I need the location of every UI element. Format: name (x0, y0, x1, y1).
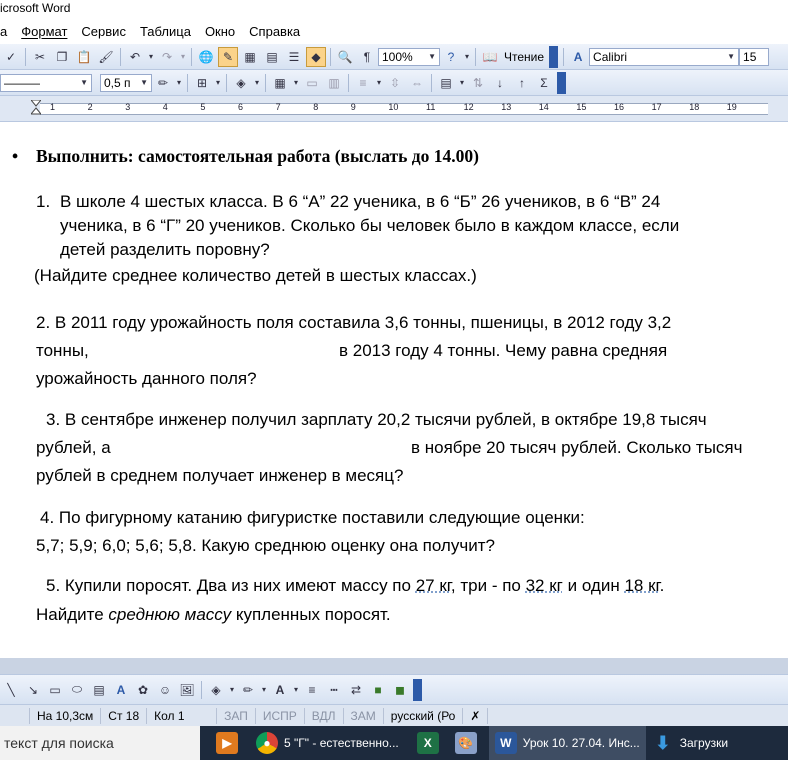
merge-cells-icon[interactable]: ▭ (306, 75, 318, 90)
border-color-dropdown-icon[interactable]: ▾ (176, 78, 181, 87)
status-ovr[interactable]: ЗАМ (344, 708, 384, 724)
drawing-icon[interactable]: ◆ (306, 47, 326, 67)
chevron-down-icon: ▼ (140, 77, 148, 87)
task3-line2-end: в ноябре 20 тысяч рублей. Сколько тысяч (411, 438, 743, 457)
font-name-value: Calibri (593, 49, 628, 64)
reading-icon[interactable]: 📖 (482, 49, 498, 64)
task5-line2 (36, 605, 391, 625)
task3-line2-start: рублей, а (36, 438, 111, 457)
insert-excel-icon[interactable]: ▤ (266, 49, 278, 64)
split-cells-icon[interactable]: ▥ (328, 75, 340, 90)
status-trk[interactable]: ИСПР (256, 708, 305, 724)
task2-line2-start: тонны, (36, 341, 89, 360)
taskbar-downloads[interactable] (646, 726, 734, 760)
3d-icon[interactable]: ◼ (395, 682, 405, 697)
toolbar-separator (120, 48, 121, 66)
line-style-icon[interactable]: ≡ (308, 682, 316, 697)
borders-dropdown-icon[interactable]: ▾ (215, 78, 220, 87)
paste-icon[interactable]: 📋 (76, 49, 92, 64)
line-weight-value: 0,5 п (104, 75, 131, 90)
picture-icon[interactable]: 🖼 (179, 682, 195, 697)
ruler-number: 3 (125, 102, 131, 112)
excel-icon: X (417, 732, 439, 754)
show-formatting-icon[interactable]: ¶ (363, 49, 371, 64)
indent-marker-icon[interactable] (31, 100, 41, 116)
task5-text-c: и один (562, 576, 625, 595)
styles-icon[interactable]: A (573, 49, 583, 64)
redo-dropdown-icon[interactable]: ▾ (180, 52, 185, 61)
ruler-number: 12 (463, 102, 474, 112)
menu-item-format[interactable]: Формат (21, 23, 68, 39)
undo-dropdown-icon[interactable]: ▾ (148, 52, 153, 61)
drawing-toolbar (0, 674, 788, 704)
ruler-number: 9 (350, 102, 356, 112)
toolbar-options-icon[interactable] (549, 46, 558, 68)
toolbar-separator (348, 74, 349, 92)
shading-icon[interactable]: ◈ (236, 75, 246, 90)
task4-line2: 5,7; 5,9; 6,0; 5,6; 5,8. Какую среднюю оценку она получит? (36, 536, 495, 555)
document-page[interactable] (0, 122, 788, 658)
cut-icon[interactable]: ✂ (34, 49, 46, 64)
ruler-number: 15 (576, 102, 587, 112)
ruler-number: 4 (162, 102, 168, 112)
line-style-value: ——— (4, 75, 40, 90)
toolbar-separator (25, 48, 26, 66)
undo-icon[interactable]: ↶ (129, 49, 141, 64)
task3-line3: рублей в среднем получает инженер в месяц? (36, 466, 404, 485)
word-icon: W (495, 732, 517, 754)
chevron-down-icon: ▼ (80, 77, 88, 87)
toolbar-options-icon[interactable] (413, 679, 422, 701)
menu-item-tools[interactable]: Сервис (81, 23, 126, 39)
task4-line1: 4. По фигурному катанию фигуристке поставили следующие оценки: (40, 508, 585, 527)
ruler-number: 16 (614, 102, 625, 112)
download-icon: ⬇ (655, 732, 671, 753)
toolbar-separator (191, 48, 192, 66)
task1-hint: (Найдите среднее количество детей в шестых классах.) (34, 266, 477, 285)
status-language[interactable]: русский (Ро (384, 708, 464, 724)
rectangle-tool-icon[interactable]: ▭ (49, 682, 61, 697)
align-dropdown-icon[interactable]: ▾ (376, 78, 381, 87)
ruler-number: 7 (275, 102, 281, 112)
status-col: Кол 1 (147, 708, 217, 724)
task2-line3: урожайность данного поля? (36, 369, 257, 388)
ruler-number: 10 (388, 102, 399, 112)
standard-toolbar (0, 44, 788, 70)
status-line: Ст 18 (101, 708, 147, 724)
help-dropdown-icon[interactable]: ▾ (464, 52, 469, 61)
font-name-select[interactable] (589, 48, 739, 66)
menu-item-edit[interactable]: а (0, 23, 8, 39)
ruler-number: 13 (501, 102, 512, 112)
title-bar (0, 0, 788, 18)
taskbar-media-player[interactable] (200, 726, 250, 760)
ruler-number: 2 (87, 102, 93, 112)
media-player-icon: ▶ (216, 732, 238, 754)
task1-line3: детей разделить поровну? (60, 240, 270, 259)
task1-line2: ученика, в 6 “Г” 20 учеников. Сколько бы человек было в каждом классе, если (60, 216, 680, 235)
toolbar-separator (187, 74, 188, 92)
ruler-number: 19 (726, 102, 737, 112)
distribute-rows-icon[interactable]: ⇳ (389, 75, 401, 90)
line-color-dropdown-icon[interactable]: ▾ (261, 685, 266, 694)
shadow-icon[interactable]: ■ (374, 682, 382, 697)
menu-bar (0, 18, 788, 44)
task5-line2-emphasis: среднюю массу (108, 605, 232, 624)
paint-icon: 🎨 (455, 732, 477, 754)
task1-number: 1. (36, 192, 51, 211)
align-icon[interactable]: ≡ (359, 75, 367, 90)
chevron-down-icon: ▼ (428, 51, 436, 61)
task5-line1 (46, 576, 664, 596)
document-map-icon[interactable]: 🔍 (337, 49, 353, 64)
status-bar (0, 704, 788, 726)
heading-bullet: • (12, 146, 19, 166)
hyperlink-icon[interactable]: 🌐 (198, 49, 214, 64)
menu-item-help[interactable]: Справка (249, 23, 301, 39)
toolbar-separator (330, 48, 331, 66)
borders-icon[interactable]: ⊞ (196, 75, 208, 90)
spelling-icon[interactable]: ✓ (5, 49, 17, 64)
tables-borders-icon[interactable]: ✎ (218, 47, 238, 67)
task2-line2-end: в 2013 году 4 тонны. Чему равна средняя (339, 341, 668, 360)
ruler-number: 5 (200, 102, 206, 112)
columns-icon[interactable]: ☰ (288, 49, 300, 64)
heading: Выполнить: самостоятельная работа (выслать до 14.00) (36, 146, 479, 166)
line-tool-icon[interactable]: ╲ (7, 682, 15, 697)
task5-text-d: . (659, 576, 665, 595)
ruler-number: 6 (238, 102, 244, 112)
horizontal-scroll-area[interactable] (0, 658, 788, 674)
zoom-value: 100% (382, 49, 413, 64)
status-spacer (0, 708, 30, 724)
diagram-icon[interactable]: ✿ (137, 682, 149, 697)
toolbar-separator (201, 681, 202, 699)
spelling-status-icon[interactable]: ✗ (463, 708, 488, 724)
insert-table-icon[interactable]: ▦ (244, 49, 256, 64)
chrome-icon: ● (256, 732, 278, 754)
taskbar-word-label: Урок 10. 27.04. Инс... (522, 736, 640, 750)
task3-line1: 3. В сентябре инженер получил зарплату 20,2 тысячи рублей, в октябре 19,8 тысяч (46, 410, 707, 429)
taskbar-chrome[interactable] (250, 726, 405, 760)
sort-descending-icon[interactable]: ↑ (519, 75, 525, 90)
font-size-select[interactable] (739, 48, 769, 66)
ruler-number: 8 (313, 102, 319, 112)
task5-text-b: , три - по (450, 576, 526, 595)
horizontal-ruler[interactable] (0, 96, 788, 122)
tables-toolbar (0, 70, 788, 96)
toolbar-separator (265, 74, 266, 92)
task5-weight-2: 32 кг (525, 576, 563, 595)
line-color-icon[interactable]: ✏ (242, 682, 254, 697)
format-painter-icon[interactable]: 🖌 (98, 49, 114, 64)
chevron-down-icon: ▼ (727, 51, 736, 61)
arrow-style-icon[interactable]: ⇄ (350, 682, 362, 697)
oval-tool-icon[interactable]: ⬭ (71, 682, 83, 696)
status-position: На 10,3см (30, 708, 101, 724)
toolbar-separator (226, 74, 227, 92)
autoformat-icon[interactable]: ▤ (440, 75, 452, 90)
distribute-columns-icon[interactable]: ⇔ (411, 75, 423, 90)
clipart-icon[interactable]: ☺ (158, 682, 172, 697)
taskbar-word[interactable] (489, 726, 646, 760)
ruler-number: 14 (538, 102, 549, 112)
wordart-icon[interactable]: A (116, 682, 126, 697)
line-style-select[interactable] (0, 74, 92, 92)
toolbar-separator (475, 48, 476, 66)
border-color-icon[interactable]: ✏ (157, 75, 169, 90)
line-weight-select[interactable] (100, 74, 152, 92)
arrow-tool-icon[interactable]: ↘ (27, 682, 39, 697)
toolbar-separator (563, 48, 564, 66)
toolbar-separator (431, 74, 432, 92)
copy-icon[interactable]: ❐ (56, 49, 68, 64)
task5-line2-a: Найдите (36, 605, 109, 624)
insert-table-dropdown-icon[interactable]: ▾ (293, 78, 298, 87)
help-icon[interactable]: ? (447, 49, 455, 64)
ruler-number: 1 (50, 102, 56, 112)
redo-icon[interactable]: ↷ (161, 49, 173, 64)
task5-weight-1: 27 кг (415, 576, 451, 595)
autoformat-dropdown-icon[interactable]: ▾ (459, 78, 464, 87)
window-title: icrosoft Word (0, 1, 71, 15)
task5-line2-c: купленных поросят. (231, 605, 391, 624)
sort-ascending-icon[interactable]: ↓ (497, 75, 503, 90)
fill-dropdown-icon[interactable]: ▾ (229, 685, 234, 694)
task5-weight-3: 18 кг (624, 576, 660, 595)
dash-style-icon[interactable]: ┅ (330, 682, 338, 697)
taskbar-paint[interactable] (451, 726, 489, 760)
reading-mode-button[interactable]: Чтение (504, 49, 545, 64)
toolbar-options-icon[interactable] (557, 72, 566, 94)
menu-item-window[interactable]: Окно (204, 23, 236, 39)
menu-item-table[interactable]: Таблица (139, 23, 191, 39)
task1-line1: В школе 4 шестых класса. В 6 “А” 22 ученика, в 6 “Б” 26 учеников, в 6 “В” 24 (60, 192, 661, 211)
insert-table-icon[interactable]: ▦ (274, 75, 286, 90)
taskbar (0, 726, 788, 760)
taskbar-search[interactable]: текст для поиска (0, 726, 200, 760)
status-rec[interactable]: ЗАП (217, 708, 256, 724)
task2-line1: 2. В 2011 году урожайность поля составила 3,6 тонны, пшеницы, в 2012 году 3,2 (36, 313, 672, 332)
task5-text-a: 5. Купили поросят. Два из них имеют массу по (46, 576, 416, 595)
text-direction-icon[interactable]: ⇅ (472, 75, 484, 90)
taskbar-downloads-label: Загрузки (679, 736, 729, 750)
ruler-number: 11 (426, 102, 436, 112)
fill-color-icon[interactable]: ◈ (211, 682, 221, 697)
font-color-dropdown-icon[interactable]: ▾ (293, 685, 298, 694)
text-box-icon[interactable]: ▤ (93, 682, 105, 697)
status-ext[interactable]: ВДЛ (305, 708, 344, 724)
taskbar-excel[interactable] (405, 726, 451, 760)
ruler-number: 17 (651, 102, 662, 112)
shading-dropdown-icon[interactable]: ▾ (254, 78, 259, 87)
ruler-number: 18 (689, 102, 700, 112)
font-size-value: 15 (743, 49, 757, 64)
zoom-select[interactable] (378, 48, 440, 66)
font-color-icon[interactable]: A (275, 682, 285, 697)
autosum-icon[interactable]: Σ (540, 75, 548, 90)
taskbar-chrome-label: 5 "Г" - естественно... (284, 736, 399, 750)
